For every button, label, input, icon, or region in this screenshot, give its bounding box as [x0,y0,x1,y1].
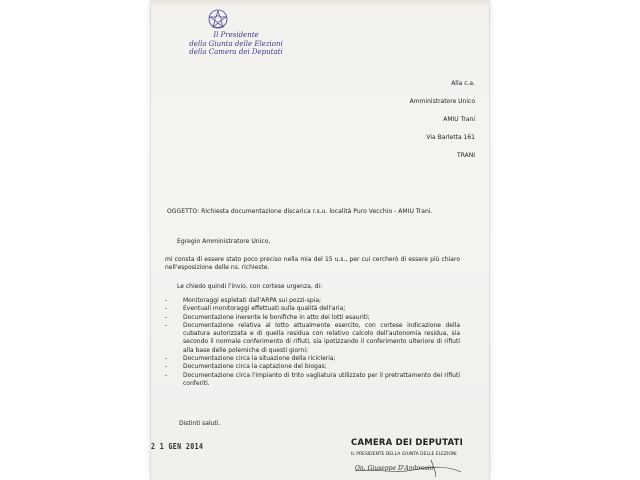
list-item-text: Documentazione circa la captazione del biogas; [183,363,327,371]
letterhead-line: Il Presidente [213,31,259,39]
list-marker: - [165,371,168,379]
svg-text:On. Giuseppe D'Ambrosio: On. Giuseppe D'Ambrosio [355,465,434,472]
italian-republic-emblem-icon [207,8,229,30]
address-line: AMIU Trani [443,116,475,123]
address-line: TRANI [457,152,475,159]
list-marker: - [165,363,168,371]
handwritten-signature [353,456,463,478]
list-item [165,305,460,313]
background-left [0,0,150,480]
list-item [165,297,460,305]
greeting: Egregio Amministratore Unico, [177,238,271,245]
recipient-address [325,80,475,160]
stamp-title: CAMERA DEI DEPUTATI [351,438,463,448]
list-item [165,355,460,363]
list-marker: - [165,313,168,321]
list-marker: - [165,297,168,304]
list-item-text: Monitoraggi espletati dall'ARPA sui pozzi-spia; [183,297,322,304]
list-item [165,314,460,322]
list-item-text: Documentazione circa la situazione della ricicleria; [183,355,336,363]
date-stamp: 2 1 GEN 2014 [151,442,204,451]
body-paragraph: mi consta di essere stato poco preciso nella mia del 15 u.s., per cui cercherò di essere più chiaro nell'esposizione delle ns. richieste. [165,256,460,272]
list-item [165,372,460,389]
list-item-text: Documentazione inerente le bonifiche in atto dei lotti esauriti; [183,313,370,321]
list-item [165,363,460,371]
list-marker: - [165,305,168,313]
letterhead-line: della Camera dei Deputati [189,48,283,56]
stamp-subtitle: IL PRESIDENTE DELLA GIUNTA DELLE ELEZIONI [351,452,457,457]
request-list [165,297,460,388]
list-item-text: Documentazione circa l'impianto di trito vagliatura utilizzato per il pretrattamento dei rifiuti conferiti. [183,371,460,387]
background-right [490,0,640,480]
address-line: Amministratore Unico [409,98,475,105]
list-item-text: Documentazione relativa al lotto attualmente esercito, con cortese indicazione della cubatura autorizzata e di quella residua con relativo calcolo dell'autonomia residua, sia secondo il normale conferimento di rifiuti, sia ipotizzando il conferimento ulteriore di rifiuti alla base delle polemiche di questi giorni; [183,321,460,354]
list-marker: - [165,355,168,363]
closing: Distinti saluti. [179,420,221,427]
list-item [165,322,460,355]
letterhead [171,31,301,57]
subject-line: OGGETTO: Richiesta documentazione discarica r.s.u. località Puro Vecchio - AMIU Trani. [167,208,433,215]
letter-page [150,0,490,480]
address-line: Alla c.a. [451,80,475,87]
letterhead-line: della Giunta delle Elezioni [189,39,283,48]
list-marker: - [165,321,168,329]
list-item-text: Eventuali monitoraggi effettuati sulla qualità dell'aria; [183,305,346,313]
request-intro: Le chiedo quindi l'invio, con cortese urgenza, di: [177,283,323,290]
address-line: Via Barletta 161 [426,134,475,141]
